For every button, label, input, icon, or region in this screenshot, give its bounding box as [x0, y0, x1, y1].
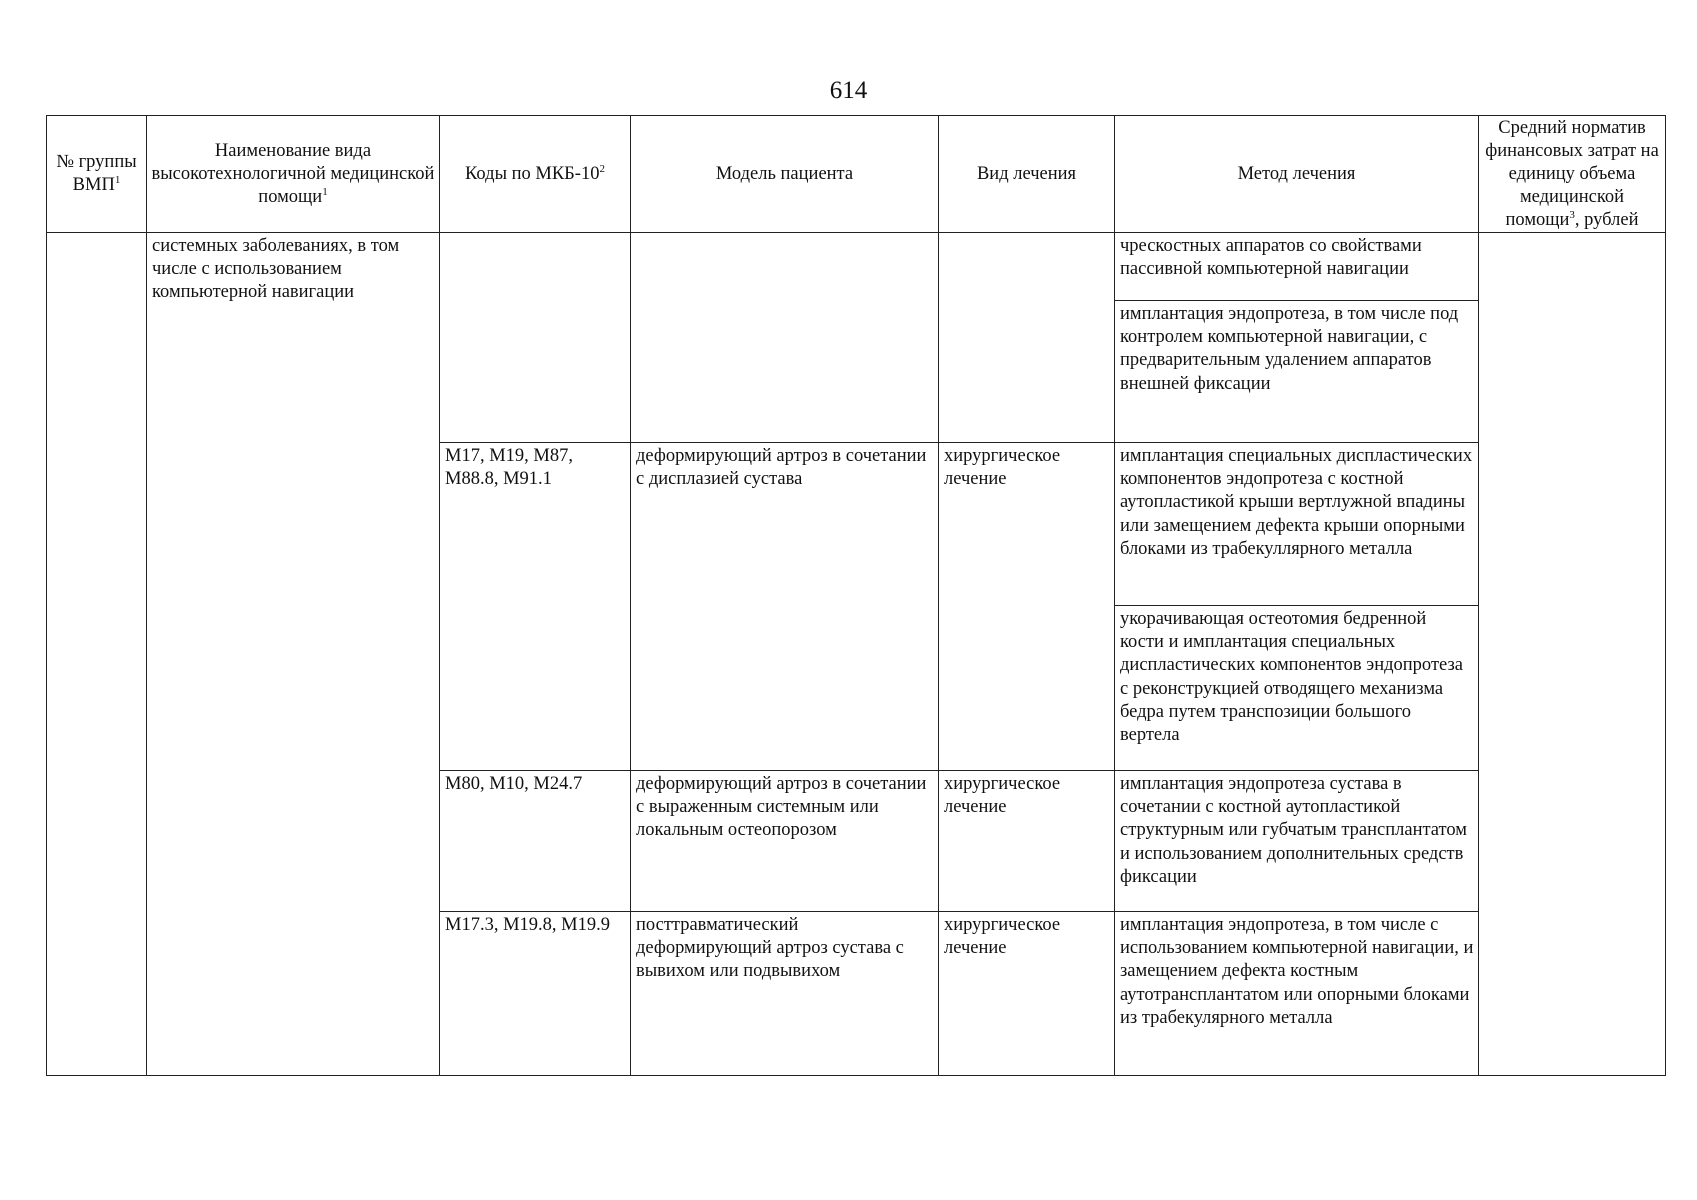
- group-number-cell: [47, 233, 147, 1076]
- page-number: 614: [829, 77, 868, 104]
- treatment-method-cell: [1115, 771, 1479, 912]
- header-treatment-method: Метод лечения: [1115, 116, 1479, 233]
- table-row: [47, 233, 1666, 443]
- treatment-method-text: имплантация эндопротеза, в том числе под контролем компьютерной навигации, с предварительным удалением аппаратов внешней фиксации: [1120, 304, 1459, 394]
- patient-model-cell: деформирующий артроз в сочетании с дисплазией сустава: [631, 443, 939, 771]
- header-treatment-type: Вид лечения: [939, 116, 1115, 233]
- icd-codes-cell: [440, 233, 631, 443]
- patient-model-cell: деформирующий артроз в сочетании с выраженным системным или локальным остеопорозом: [631, 771, 939, 912]
- header-row: [47, 116, 1666, 233]
- treatment-method-text: укорачивающая остеотомия бедренной кости и имплантация специальных диспластических компонентов эндопротеза с реконструкцией отводящего механизма бедра путем транспозиции большого вертела: [1120, 609, 1463, 746]
- header-care-type-name: Наименование вида высокотехнологичной медицинской помощи$^1$: [147, 116, 440, 233]
- patient-model-cell: посттравматический деформирующий артроз сустава с вывихом или подвывихом: [631, 912, 939, 1076]
- treatment-method-text: имплантация эндопротеза сустава в сочетании с костной аутопластикой структурным или губчатым трансплантатом и использованием дополнительных средств фиксации: [1120, 774, 1467, 887]
- icd-codes-cell: M17, M19, M87, M88.8, M91.1: [440, 443, 631, 771]
- treatment-method-text: имплантация специальных диспластических компонентов эндопротеза с костной аутопластикой крыши вертлужной впадины или замещением дефекта крыши опорными блоками из трабекуллярного металла: [1115, 443, 1478, 606]
- treatment-method-cell: [1115, 443, 1479, 771]
- patient-model-cell: [631, 233, 939, 443]
- icd-codes-cell: M80, M10, M24.7: [440, 771, 631, 912]
- treatment-method-text: имплантация эндопротеза, в том числе с использованием компьютерной навигации, и замещением дефекта костным аутотрансплантатом или опорными блоками из трабекулярного металла: [1120, 915, 1474, 1028]
- treatment-type-cell: хирургическое лечение: [939, 443, 1115, 771]
- vmp-table: [46, 115, 1666, 1076]
- header-cost-standard: Средний норматив финансовых затрат на единицу объема медицинской помощи$^3$, рублей: [1479, 116, 1666, 233]
- treatment-type-cell: [939, 233, 1115, 443]
- cost-standard-cell: [1479, 233, 1666, 1076]
- header-patient-model: Модель пациента: [631, 116, 939, 233]
- header-icd-codes: Коды по МКБ-$10^2$: [440, 116, 631, 233]
- treatment-type-cell: хирургическое лечение: [939, 771, 1115, 912]
- treatment-method-text: чрескостных аппаратов со свойствами пассивной компьютерной навигации: [1115, 233, 1478, 301]
- treatment-method-cell: [1115, 912, 1479, 1076]
- care-type-name-cell: системных заболеваниях, в том числе с использованием компьютерной навигации: [147, 233, 440, 1076]
- treatment-type-cell: хирургическое лечение: [939, 912, 1115, 1076]
- header-group-number: № группы ВМП$^1$: [47, 116, 147, 233]
- icd-codes-cell: M17.3, M19.8, M19.9: [440, 912, 631, 1076]
- treatment-method-cell: [1115, 233, 1479, 443]
